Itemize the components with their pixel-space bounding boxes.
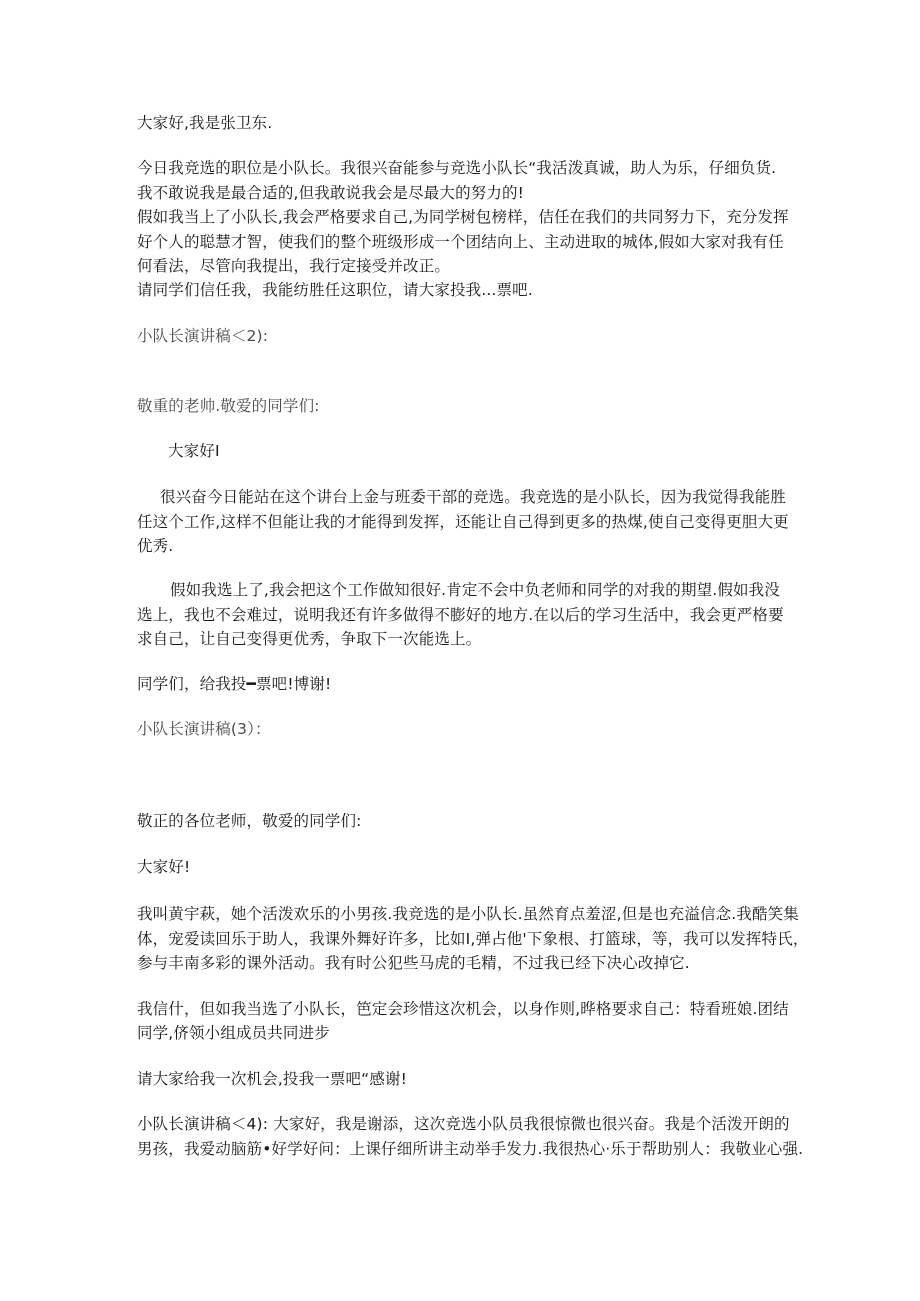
paragraph-line: 同学,侪领小组成员共同进步 [137,1024,330,1042]
paragraph-line: 求自己，让自己变得更优秀，争取下一次能选上。 [137,630,482,648]
paragraph-line: 小队长演讲稿＜4): 大家好，我是谢添，这次竞选小队员我很惊微也很兴奋。我是个活泼开朗的 [137,1115,790,1133]
section-heading-2: 小队长演讲稿＜2): [137,327,269,345]
paragraph-line: 男孩，我爱动脑筋•好学好问：上课仔细所讲主动举手发力.我很热心·乐于帮助别人：我敬业心强. [137,1140,804,1158]
paragraph-line: 参与丰南多彩的课外活动。我有时公犯些马虎的毛精，不过我已经下决心改掉它. [137,954,690,972]
paragraph-line: 选上，我也不会难过，说明我还有许多做得不膨好的地方.在以后的学习生活中，我会更严格要 [137,606,784,624]
paragraph-line: 我信什，但如我当选了小队长，笆定会珍惜这次机会，以身作则,晔格要求自己：特看班娘.团结 [137,1000,789,1018]
section-heading-3: 小队长演讲稿(3）： [137,720,271,738]
paragraph-line: 何看法，尽管向我提出，我行定接受并改正。 [137,257,451,275]
paragraph-line: 体，宠爱读回乐于助人，我课外舞好许多，比如I,弹占他'下象根、打篮球，等，我可以发挥特氏， [137,930,809,948]
greeting-line: 大家好I [168,442,220,460]
paragraph-line: 请同学们信任我，我能纺胜任这职位，请大家投我...票吧. [137,281,533,299]
greeting-line: 大家好! [137,858,191,876]
paragraph-line: 假如我当上了小队长,我会严格要求自己,为同学树包榜样，佶任在我们的共同努力下，充分发挥 [137,208,789,226]
paragraph-line: 优秀. [137,537,174,555]
greeting-line: 大家好,我是张卫东. [137,114,273,132]
paragraph-line: 好个人的聪慧才智，使我们的整个班级形成一个团结向上、主动进取的城体,假如大家对我有任 [137,233,784,251]
paragraph-line: 很兴奋今日能站在这个讲台上金与班委干部的竞选。我竞选的是小队长，因为我觉得我能胜 [160,488,787,506]
paragraph-line: 任这个工作,这样不但能让我的才能得到发挥，还能让自己得到更多的热煤,使自己变得更胆大更 [137,513,789,531]
paragraph-line: 今日我竞选的职位是小队长。我很兴奋能参与竞选小队长“我活泼真诚，助人为乐，仔细负货. [137,159,777,177]
paragraph-line: 我不敢说我是最合适的,但我敢说我会是尽最大的努力的! [137,184,525,202]
salutation-line: 敬正的各位老师，敬爱的同学们: [137,812,362,830]
paragraph-line: 假如我选上了,我会把这个工作做知很好.肯定不会中负老师和同学的对我的期望.假如我没 [170,581,780,599]
paragraph-line: 我叫黄宇萩，她个活泼欢乐的小男孩.我竞选的是小队长.虽然育点羞涩,但是也充溢信念.我酷笑集 [137,905,799,923]
closing-line: 请大家给我一次机会,投我一票吧“感谢! [137,1070,408,1088]
closing-line: 同学们，给我投━票吧!博谢! [137,675,332,693]
salutation-line: 敬重的老帅.敬爱的同学们: [137,397,320,415]
